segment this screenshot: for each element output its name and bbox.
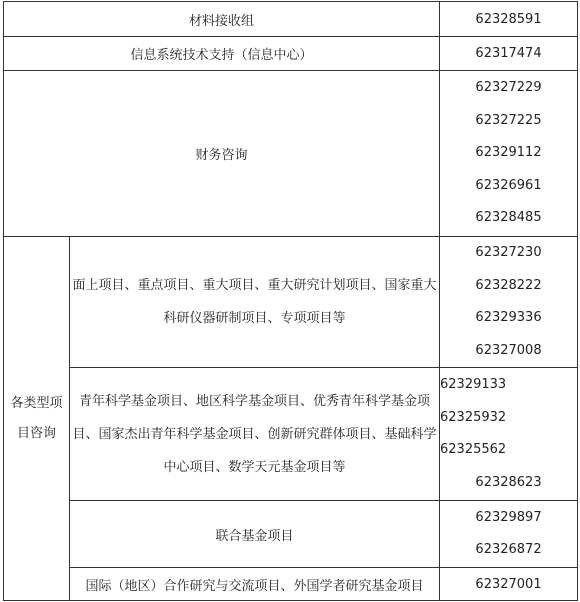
table-row — [4, 71, 578, 237]
phone-number: 62329112 — [475, 145, 542, 161]
phone-number: 62325932 — [440, 409, 507, 425]
phone-list — [440, 71, 578, 237]
phone-number: 62329897 — [475, 509, 542, 525]
project-type-label: 联合基金项目 — [70, 501, 440, 568]
table-row — [4, 37, 578, 71]
phone-number: 62328591 — [440, 2, 578, 37]
row-label: 信息系统技术支持（信息中心） — [4, 37, 440, 71]
phone-number: 62328623 — [475, 474, 542, 490]
project-type-label: 国际（地区）合作研究与交流项目、外国学者研究基金项目 — [70, 568, 440, 601]
table-row — [4, 368, 578, 501]
phone-number: 62327230 — [475, 245, 542, 260]
phone-number: 62329133 — [440, 377, 507, 393]
table-row — [4, 501, 578, 568]
phone-number: 62328222 — [475, 277, 542, 293]
table-row — [4, 237, 578, 368]
phone-list — [440, 501, 578, 568]
phone-number: 62317474 — [440, 37, 578, 71]
phone-number: 62327008 — [475, 342, 542, 358]
phone-number: 62327001 — [440, 568, 578, 601]
project-type-label: 面上项目、重点项目、重大项目、重大研究计划项目、国家重大科研仪器研制项目、专项项目等 — [70, 237, 440, 368]
phone-number: 62328485 — [475, 210, 542, 226]
row-label: 材料接收组 — [4, 2, 440, 37]
row-label: 财务咨询 — [4, 71, 440, 237]
phone-number: 62327225 — [475, 112, 542, 128]
table-row — [4, 568, 578, 601]
phone-list — [440, 237, 578, 368]
phone-number: 62325562 — [440, 442, 507, 458]
phone-number: 62327229 — [475, 80, 542, 96]
phone-number: 62326872 — [475, 542, 542, 558]
table-row — [4, 2, 578, 37]
project-type-label: 青年科学基金项目、地区科学基金项目、优秀青年科学基金项目、国家杰出青年科学基金项目、创新研究群体项目、基础科学中心项目、数学天元基金项目等 — [70, 368, 440, 501]
phone-list — [440, 368, 578, 501]
contact-table — [3, 1, 578, 601]
phone-number: 62326961 — [475, 177, 542, 193]
category-header: 各类型项目咨询 — [4, 237, 70, 601]
phone-number: 62329336 — [475, 310, 542, 326]
